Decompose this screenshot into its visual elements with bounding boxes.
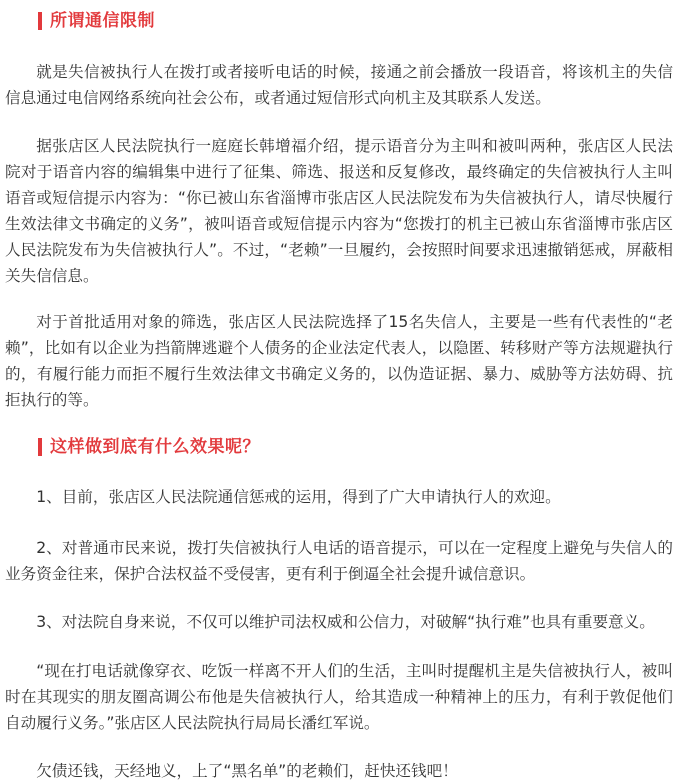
paragraph: 3、对法院自身来说，不仅可以维护司法权威和公信力，对破解“执行难”也具有重要意义。 xyxy=(36,613,655,631)
paragraph: “现在打电话就像穿衣、吃饭一样离不开人们的生活，主叫时提醒机主是失信被执行人，被叫时在其现实的朋友圈高调公布他是失信被执行人，给其造成一种精神上的压力，有利于敦促他们自动履行义务。”张店区人民法院执行局局长潘红军说。 xyxy=(5,662,673,732)
paragraph: 据张店区人民法院执行一庭庭长韩增福介绍，提示语音分为主叫和被叫两种，张店区人民法院对于语音内容的编辑集中进行了征集、筛选、报送和反复修改，最终确定的失信被执行人主叫语音或短信提示内容为：“你已被山东省淄博市张店区人民法院发布为失信被执行人，请尽快履行生效法律文书确定的义务”，被叫语音或短信提示内容为“您拨打的机主已被山东省淄博市张店区人民法院发布为失信被执行人”。不过，“老赖”一旦履约，会按照时间要求迅速撤销惩戒，屏蔽相关失信信息。 xyxy=(5,137,673,285)
section-heading-1 xyxy=(38,10,155,32)
section-heading-text: 这样做到底有什么效果呢？ xyxy=(50,437,260,457)
paragraph: 2、对普通市民来说，拨打失信被执行人电话的语音提示，可以在一定程度上避免与失信人的业务资金往来，保护合法权益不受侵害，更有利于倒逼全社会提升诚信意识。 xyxy=(5,539,673,583)
paragraph: 就是失信被执行人在拨打或者接听电话的时候，接通之前会播放一段语音，将该机主的失信信息通过电信网络系统向社会公布，或者通过短信形式向机主及其联系人发送。 xyxy=(5,63,673,107)
paragraph: 1、目前，张店区人民法院通信惩戒的运用，得到了广大申请执行人的欢迎。 xyxy=(36,488,561,506)
paragraph: 欠债还钱，天经地义，上了“黑名单”的老赖们，赶快还钱吧！ xyxy=(36,762,458,780)
paragraph: 对于首批适用对象的筛选，张店区人民法院选择了15名失信人，主要是一些有代表性的“老赖”，比如有以企业为挡箭牌逃避个人债务的企业法定代表人，以隐匿、转移财产等方法规避执行的，有履行能力而拒不履行生效法律文书确定义务的，以伪造证据、暴力、威胁等方法妨碍、抗拒执行的等。 xyxy=(5,313,673,409)
section-heading-2 xyxy=(38,436,260,458)
section-heading-text: 所谓通信限制 xyxy=(50,11,155,31)
heading-accent-bar xyxy=(38,12,42,30)
heading-accent-bar xyxy=(38,438,42,456)
